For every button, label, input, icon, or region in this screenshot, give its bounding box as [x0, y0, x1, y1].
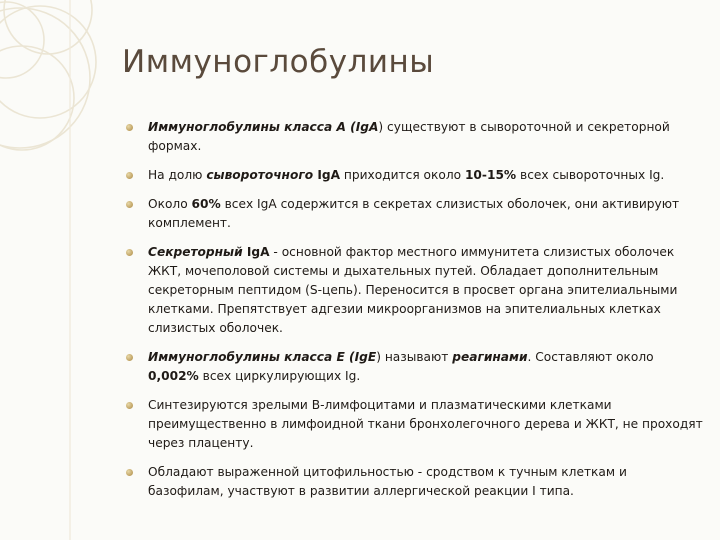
bullet-text-segment: сывороточного [206, 168, 314, 183]
bullet-item [120, 348, 705, 386]
bullet-dot-icon [126, 201, 133, 208]
bullet-text-segment: ) называют [376, 349, 453, 364]
bullet-text-segment: Иммуноглобулины класса А (IgA [148, 120, 379, 134]
bullet-text-segment: На долю [148, 168, 207, 183]
bullet-text-segment: Иммуноглобулины класса Е (IgE [148, 349, 377, 364]
bullet-text-segment: 60% [191, 197, 221, 212]
bullet-text-segment: - основной фактор местного иммунитета слизистых оболочек ЖКТ, мочеполовой системы и дыхательных путей. Обладает дополнительным секреторным пептидом (S-цепь). Переносится в просвет органа эпителиальными клетками. Препятствует адгезии микроорганизмов на эпителиальных клетках слизистых оболочек. [148, 245, 678, 335]
bullet-item [120, 396, 705, 452]
bullet-dot-icon [126, 469, 133, 476]
bullet-dot-icon [126, 402, 133, 409]
bullet-text-segment: 0,002% [148, 368, 199, 383]
page-title: Иммуноглобулины [122, 44, 435, 80]
bullet-text-segment: IgA [313, 168, 341, 183]
bullet-item [120, 118, 705, 156]
bullet-text-segment: Синтезируются зрелыми В-лимфоцитами и плазматическими клетками преимущественно в лимфоидной ткани бронхолегочного дерева и ЖКТ, не проходят через плаценту. [148, 398, 703, 450]
bullet-text-segment: IgA [242, 245, 270, 260]
bullet-item [120, 243, 705, 337]
bullet-text-segment: Обладают выраженной цитофильностью - сродством к тучным клеткам и базофилам, участвуют в развитии аллергической реакции I типа. [148, 464, 627, 498]
bullet-text-segment: всех сывороточных Ig. [516, 168, 665, 183]
bullet-text-segment: всех IgA содержится в секретах слизистых оболочек, они активируют комплемент. [148, 197, 680, 231]
bullet-text-segment: всех циркулирующих Ig. [198, 368, 361, 383]
bullet-text-segment: 10-15% [464, 168, 517, 183]
bullet-text-segment: приходится около [340, 168, 465, 183]
bullet-list [120, 118, 705, 511]
bullet-dot-icon [126, 172, 133, 179]
bullet-text-segment: Секреторный [148, 245, 243, 260]
bullet-text-segment: . Составляют около [527, 349, 654, 364]
bullet-text-segment: реагинами [452, 349, 528, 364]
bullet-dot-icon [126, 124, 133, 131]
bullet-item [120, 195, 705, 233]
bullet-dot-icon [126, 354, 133, 361]
bullet-item [120, 463, 705, 501]
bullet-text-segment: Около [148, 197, 192, 212]
bullet-text-segment: ) существуют в сывороточной и секреторной формах. [148, 120, 670, 153]
bullet-item [120, 166, 705, 185]
bullet-dot-icon [126, 249, 133, 256]
